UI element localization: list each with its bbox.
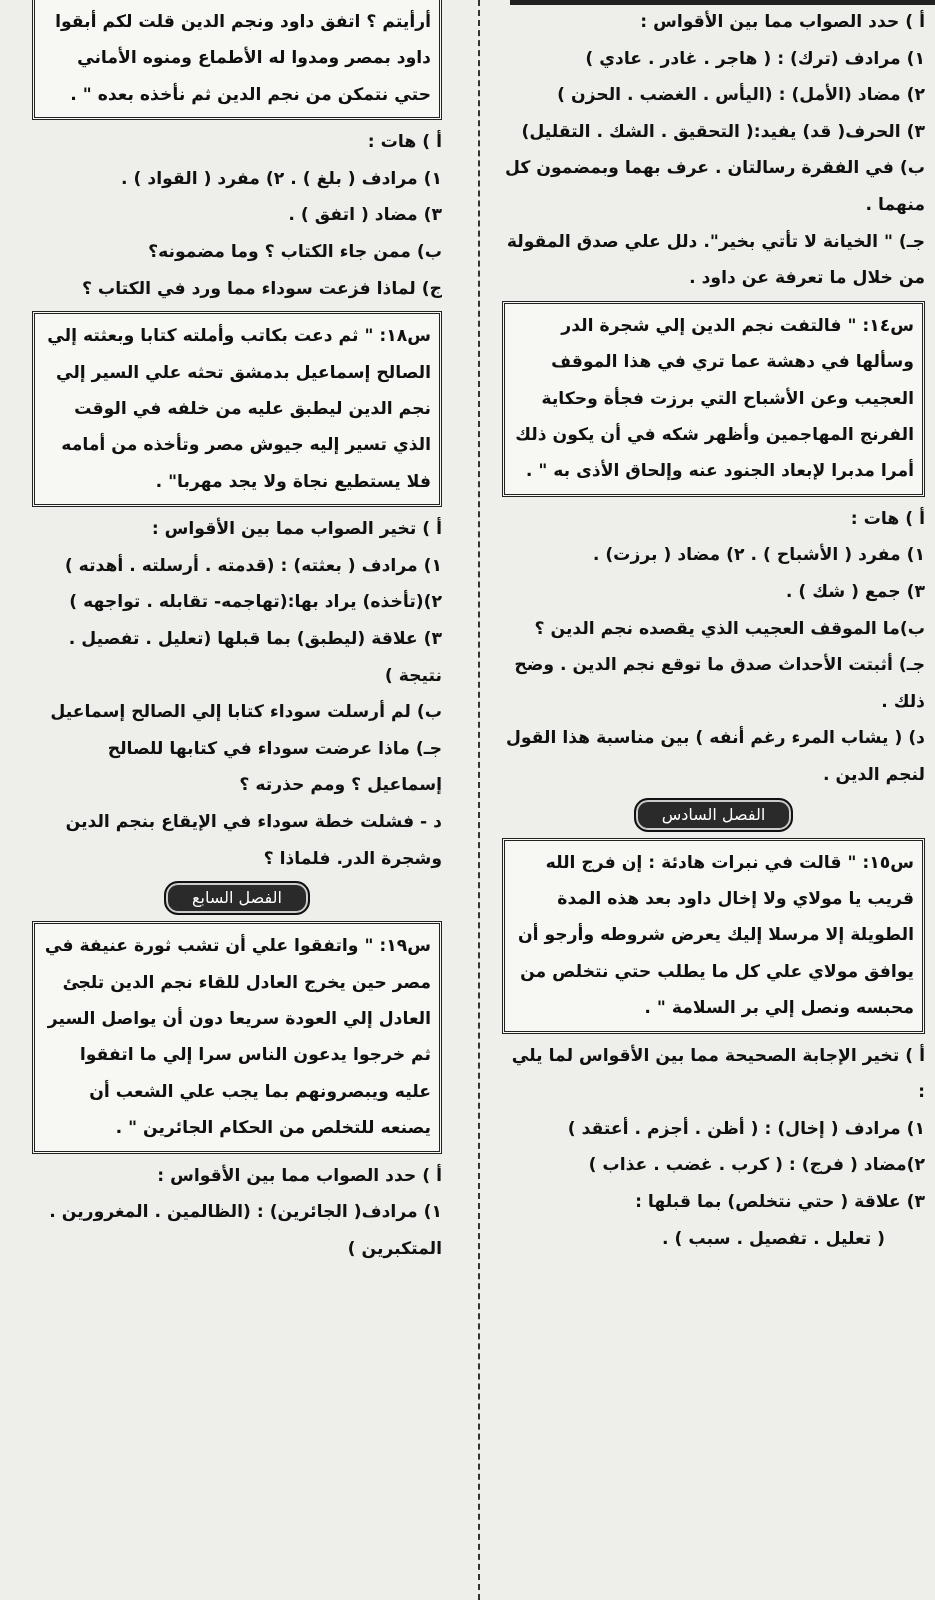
q15-a-item-3: ٣) علاقة ( حتي نتخلص) بما قبلها : <box>635 1191 925 1212</box>
q18-a-item-3: ٣) علاقة (ليطبق) بما قبلها (تعليل . تفصيل . نتيجة ) <box>68 629 442 686</box>
q15-box <box>502 838 925 1034</box>
q13-b: ب) في الفقرة رسالتان . عرف بهما وبمضمون كل منهما . <box>504 158 925 215</box>
q14-a-row-1: ١) مفرد ( الأشباح ) . ٢) مضاد ( برزت) . <box>592 545 925 566</box>
q19-a-item-1: ١) مرادف( الجائرين) : (الظالمين . المغرورين . المتكبرين ) <box>49 1202 442 1259</box>
q13-c: جـ) " الخيانة لا تأتي بخير". دلل علي صدق المقولة من خلال ما تعرفة عن داود . <box>506 231 925 289</box>
q18-box <box>32 311 442 507</box>
q13-a-item-3: ٣) الحرف( قد) يفيد:( التحقيق . الشك . التقليل) <box>521 121 925 142</box>
q17-a-row-2: ٣) مضاد ( اتفق ) . <box>288 205 442 226</box>
chapter-6-banner-wrap <box>502 798 925 834</box>
q19-text: س١٩: " واتفقوا علي أن تشب ثورة عنيفة في مصر حين يخرج العادل للقاء نجم الدين تلجئ العادل إلي العودة سريعا دون أن يواصل السير ثم خرجوا يدعون الناس سرا إلي ما اتفقوا عليه ويبصرونهم بما يجب علي الشعب أن يصنعه للتخلص من الحكام الجائرين " . <box>44 936 431 1139</box>
q18-c: جـ) ماذا عرضت سوداء في كتابها للصالح إسماعيل ؟ ومم حذرته ؟ <box>107 738 442 796</box>
q15-a-heading: أ ) تخير الإجابة الصحيحة مما بين الأقواس لما يلي : <box>511 1045 925 1103</box>
chapter-7-banner: الفصل السابع <box>164 881 310 915</box>
q14-b: ب)ما الموقف العجيب الذي يقصده نجم الدين ؟ <box>534 618 925 639</box>
q18-a-heading: أ ) تخير الصواب مما بين الأقواس : <box>151 519 442 540</box>
q15-a-item-2: ٢)مضاد ( فرج) : ( كرب . غضب . عذاب ) <box>588 1155 925 1176</box>
q18-a-item-1: ١) مرادف ( بعثته) : (قدمته . أرسلته . أهدته ) <box>64 555 442 576</box>
q14-box <box>502 301 925 497</box>
q17-box <box>32 0 442 120</box>
chapter-6-banner: الفصل السادس <box>634 798 794 832</box>
left-column <box>0 0 462 1600</box>
q19-box <box>32 921 442 1153</box>
chapter-7-banner-wrap <box>32 881 442 917</box>
q14-c: جـ) أثبتت الأحداث صدق ما توقع نجم الدين . وضح ذلك . <box>514 655 925 712</box>
q17-b: ب) ممن جاء الكتاب ؟ وما مضمونه؟ <box>148 242 442 262</box>
q18-text: س١٨: " ثم دعت بكاتب وأملته كتابا وبعثته إلي الصالح إسماعيل بدمشق تحثه علي السير إلي نجم الدين ليطبق عليه من خلفه في الوقت الذي تسير إليه جيوش مصر وتأخذه من أمامه فلا يستطيع نجاة ولا يجد مهربا" . <box>47 326 431 492</box>
q15-text: س١٥: " قالت في نبرات هادئة : إن فرج الله قريب يا مولاي ولا إخال داود بعد هذه المدة الطويلة إلا مرسلا إليك يعرض شروطه وأرجو أن يوافق مولاي علي كل ما يطلب حتي نتخلص من محبسه ونصل إلي بر السلامة " . <box>517 852 914 1019</box>
q14-a-heading: أ ) هات : <box>850 508 925 529</box>
q18-d: د - فشلت خطة سوداء في الإيقاع بنجم الدين وشجرة الدر. فلماذا ؟ <box>65 811 442 869</box>
q17-text: أرأيتم ؟ اتفق داود ونجم الدين قلت لكم أبقوا داود بمصر ومدوا له الأطماع ومنوه الأماني حتي نتمكن من نجم الدين ثم نأخذه بعده " . <box>55 12 431 105</box>
q15-a-item-1: ١) مرادف ( إخال) : ( أظن . أجزم . أعتقد ) <box>567 1118 925 1139</box>
q15-a-item-4: ( تعليل . تفصيل . سبب ) . <box>662 1228 885 1249</box>
q13-a-item-2: ٢) مضاد (الأمل) : (اليأس . الغضب . الحزن ) <box>557 85 925 106</box>
right-column <box>468 0 935 1600</box>
q17-a-row-1: ١) مرادف ( بلغ ) . ٢) مفرد ( القواد ) . <box>121 168 442 189</box>
q19-a-heading: أ ) حدد الصواب مما بين الأقواس : <box>157 1165 442 1186</box>
q17-a-heading: أ ) هات : <box>367 132 442 153</box>
q13-a-heading: أ ) حدد الصواب مما بين الأقواس : <box>640 12 925 32</box>
q17-c: ج) لماذا فزعت سوداء مما ورد في الكتاب ؟ <box>81 278 442 299</box>
q18-b: ب) لم أرسلت سوداء كتابا إلي الصالح إسماعيل <box>50 702 442 723</box>
q14-d: د) ( يشاب المرء رغم أنفه ) بين مناسبة هذا القول لنجم الدين . <box>505 728 925 785</box>
q14-text: س١٤: " فالتفت نجم الدين إلي شجرة الدر وسألها في دهشة عما تري في هذا الموقف العجيب وعن الأشباح التي برزت فجأة وحكاية الفرنج المهاجمين وأظهر شكه في أن يكون ذلك أمرا مدبرا لإبعاد الجنود عنه وإلحاق الأذى به " . <box>515 315 914 482</box>
q14-a-row-2: ٣) جمع ( شك ) . <box>785 581 925 602</box>
q18-a-item-2: ٢)(تأخذه) يراد بها:(تهاجمه- تقابله . تواجهه ) <box>69 592 442 613</box>
q13-a-item-1: ١) مرادف (ترك) : ( هاجر . غادر . عادي ) <box>585 48 925 69</box>
